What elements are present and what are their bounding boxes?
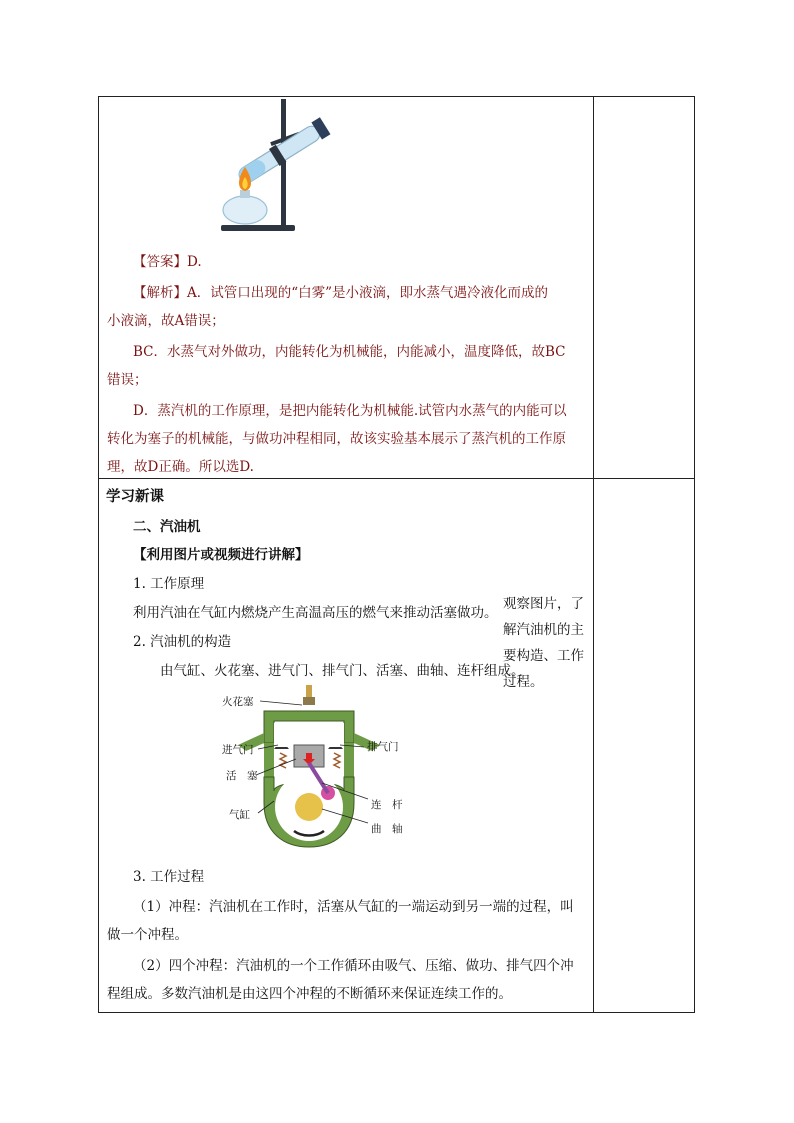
item2-text: 由气缸、火花塞、进气门、排气门、活塞、曲轴、连杆组成。 [160,663,525,679]
label-intake-valve: 进气门 [222,744,254,756]
side-note: 观察图片，了解汽油机的主要构造、工作过程。 [503,596,584,690]
answer-label: 【答案】 [133,254,187,270]
spark-plug-icon [306,685,312,699]
teaching-method: 【利用图片或视频进行讲解】 [133,547,309,563]
item2-title: 2. 汽油机的构造 [133,634,232,650]
row-divider [99,478,694,479]
analysis-label: 【解析】 [133,285,187,301]
item3-p2-line1: （2）四个冲程：汽油机的一个工作循环由吸气、压缩、做功、排气四个冲 [133,958,574,974]
section-title: 学习新课 [106,488,164,505]
item3-p1-line2: 做一个冲程。 [107,927,188,943]
label-exhaust-valve: 排气门 [367,741,399,753]
analysis-line-6: 转化为塞子的机械能，与做功冲程相同，故该实验基本展示了蒸汽机的工作原 [107,431,566,447]
item1-title: 1. 工作原理 [133,576,205,592]
answer-value: D. [187,254,202,270]
item3-p2-line2: 程组成。多数汽油机是由这四个冲程的不断循环来保证连续工作的。 [107,986,512,1002]
label-connecting-rod: 连 杆 [371,799,403,811]
analysis-line-7: 理，故D正确。所以选D. [107,459,254,475]
analysis-line-2: 小液滴，故A错误； [107,313,225,329]
label-crankshaft: 曲 轴 [371,823,403,835]
label-spark-plug: 火花塞 [222,696,254,708]
answer-line [133,253,202,271]
alcohol-lamp [223,196,267,224]
analysis-line-1: 【解析】A．试管口出现的“白雾”是小液滴，即水蒸气遇冷液化而成的 [133,285,549,301]
analysis-line-5: D．蒸汽机的工作原理，是把内能转化为机械能.试管内水蒸气的内能可以 [133,403,567,419]
item3-p1-line1: （1）冲程：汽油机在工作时，活塞从气缸的一端运动到另一端的过程，叫 [133,899,574,915]
label-cylinder: 气缸 [229,809,250,821]
item1-text: 利用汽油在气缸内燃烧产生高温高压的燃气来推动活塞做功。 [133,605,498,621]
crankshaft-icon [295,793,323,821]
column-divider [593,97,594,1012]
item3-title: 3. 工作过程 [133,869,205,885]
heating-test-tube-illustration [215,97,345,237]
label-piston: 活 塞 [226,770,258,782]
analysis-line-4: 错误； [107,372,148,388]
analysis-line-3: BC．水蒸气对外做功，内能转化为机械能，内能减小，温度降低，故BC [133,344,566,360]
section-subtitle: 二、汽油机 [133,519,201,535]
